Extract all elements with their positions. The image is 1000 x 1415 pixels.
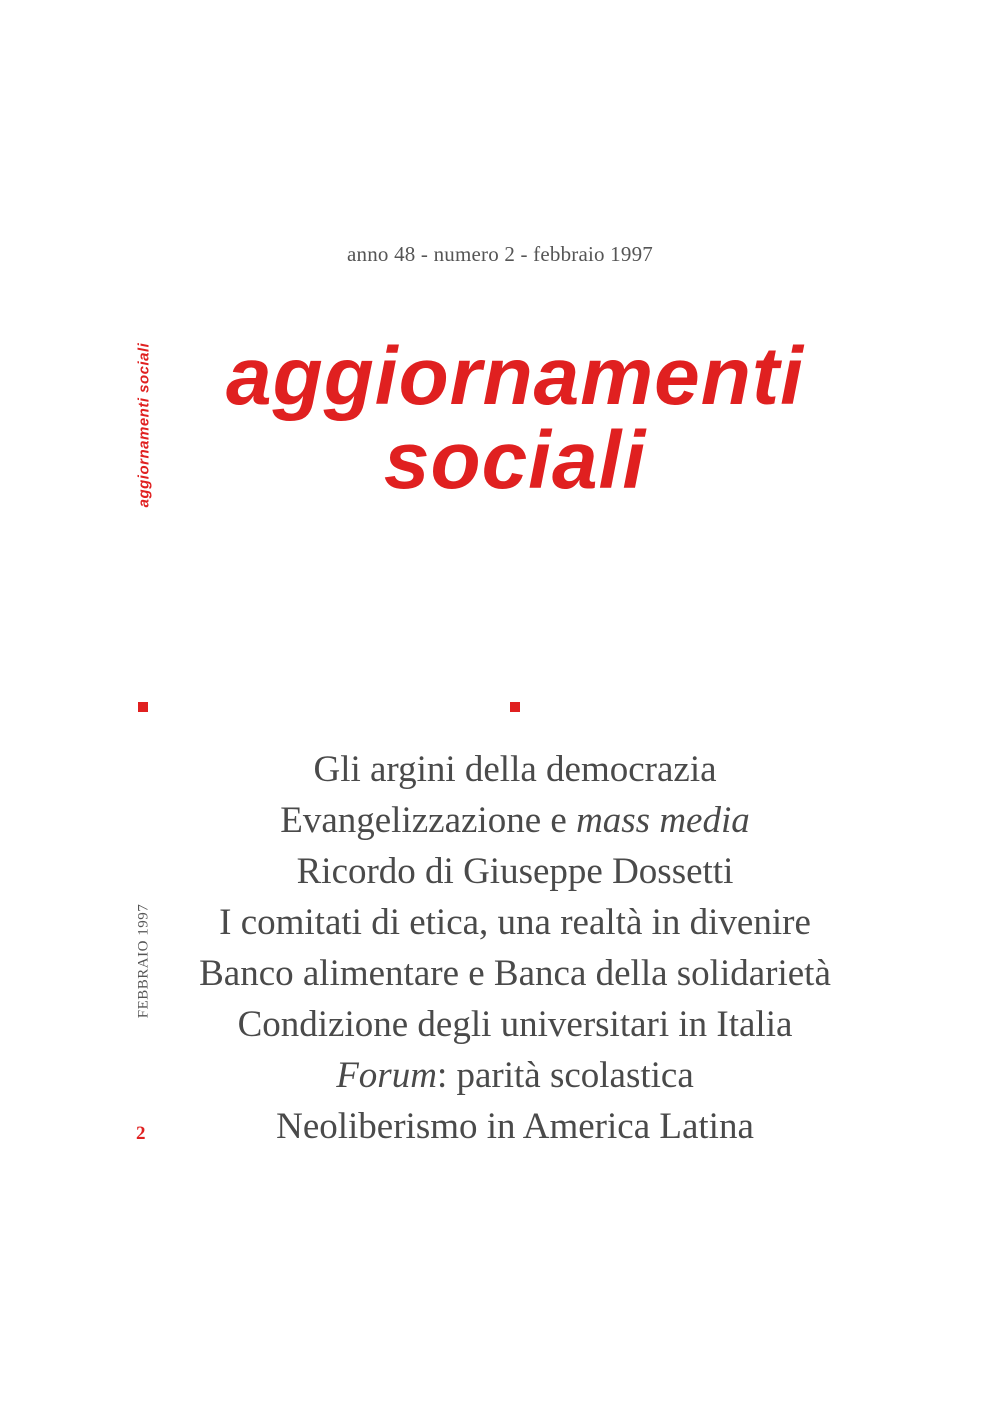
masthead-title-line-2: sociali	[383, 415, 647, 506]
spine-title: aggiornamenti sociali	[135, 342, 153, 508]
contents-item-text: Evangelizzazione e	[280, 800, 577, 841]
red-square-marker-left	[138, 702, 148, 712]
contents-item-text: I comitati di etica, una realtà in divenire	[219, 902, 811, 943]
contents-item-text: Neoliberismo in America Latina	[276, 1106, 754, 1147]
contents-item	[0, 744, 1000, 795]
contents-item	[0, 1050, 1000, 1101]
contents-item	[0, 795, 1000, 846]
masthead-title-line-1: aggiornamenti	[226, 331, 804, 422]
issue-line: anno 48 - numero 2 - febbraio 1997	[347, 242, 653, 266]
contents-item	[0, 948, 1000, 999]
table-of-contents	[0, 744, 1000, 1152]
contents-item-text: Banco alimentare e Banca della solidarietà	[199, 953, 831, 994]
contents-item-text: Condizione degli universitari in Italia	[237, 1004, 793, 1045]
spine-date: FEBBRAIO 1997	[135, 903, 152, 1019]
contents-item	[0, 999, 1000, 1050]
contents-item-italic: Forum	[336, 1055, 437, 1096]
red-square-marker-right	[510, 702, 520, 712]
contents-item-text: Ricordo di Giuseppe Dossetti	[296, 851, 734, 892]
contents-item-italic: mass media	[576, 800, 750, 841]
spine-issue-number: 2	[136, 1123, 146, 1144]
contents-item-text: : parità scolastica	[436, 1055, 694, 1096]
contents-item-text: Gli argini della democrazia	[313, 749, 717, 790]
contents-item	[0, 897, 1000, 948]
contents-item	[0, 846, 1000, 897]
contents-item	[0, 1101, 1000, 1152]
